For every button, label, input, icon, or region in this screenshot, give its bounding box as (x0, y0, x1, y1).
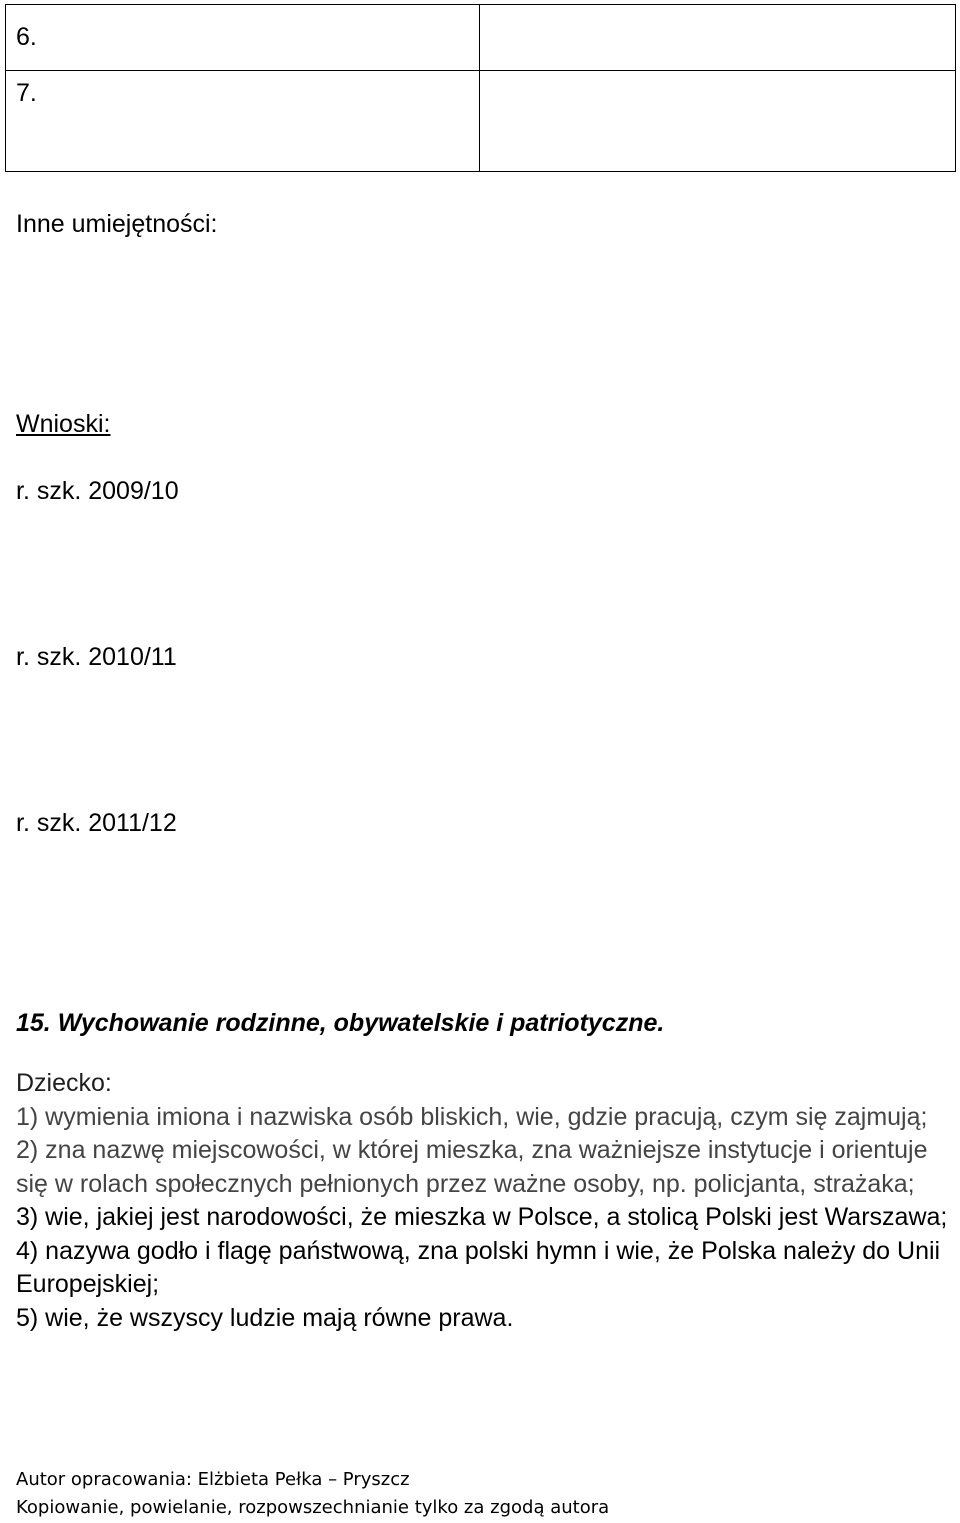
table-cell-content (480, 5, 956, 71)
section-intro: Dziecko: (16, 1069, 112, 1097)
school-year-2011: r. szk. 2011/12 (16, 809, 177, 837)
footer-author: Autor opracowania: Elżbieta Pełka – Pryszcz (16, 1469, 410, 1490)
footer-copyright: Kopiowanie, powielanie, rozpowszechnianie tylko za zgodą autora (16, 1497, 610, 1518)
table-cell-number: 6. (6, 5, 480, 71)
list-item: 3) wie, jakiej jest narodowości, że mieszka w Polsce, a stolicą Polski jest Warszawa; (16, 1203, 948, 1231)
table-row (6, 5, 956, 71)
school-year-2009: r. szk. 2009/10 (16, 477, 179, 505)
section-title: 15. Wychowanie rodzinne, obywatelskie i patriotyczne. (16, 1009, 665, 1037)
table-cell-content (480, 71, 956, 172)
skills-table (5, 4, 956, 172)
school-year-2010: r. szk. 2010/11 (16, 643, 177, 671)
other-skills-label: Inne umiejętności: (16, 210, 218, 238)
table-cell-number: 7. (6, 71, 480, 172)
list-item: 1) wymienia imiona i nazwiska osób bliskich, wie, gdzie pracują, czym się zajmują; (16, 1102, 928, 1131)
list-item: 5) wie, że wszyscy ludzie mają równe prawa. (16, 1303, 514, 1332)
conclusions-label: Wnioski: (16, 410, 111, 438)
table-row (6, 71, 956, 172)
section-body (16, 1067, 951, 1335)
list-item: 2) zna nazwę miejscowości, w której mieszka, zna ważniejsze instytucje i orientuje się w rolach społecznych pełnionych przez ważne osoby, np. policjanta, strażaka; (16, 1136, 928, 1198)
list-item: 4) nazywa godło i flagę państwową, zna polski hymn i wie, że Polska należy do Unii Europejskiej; (16, 1236, 941, 1298)
